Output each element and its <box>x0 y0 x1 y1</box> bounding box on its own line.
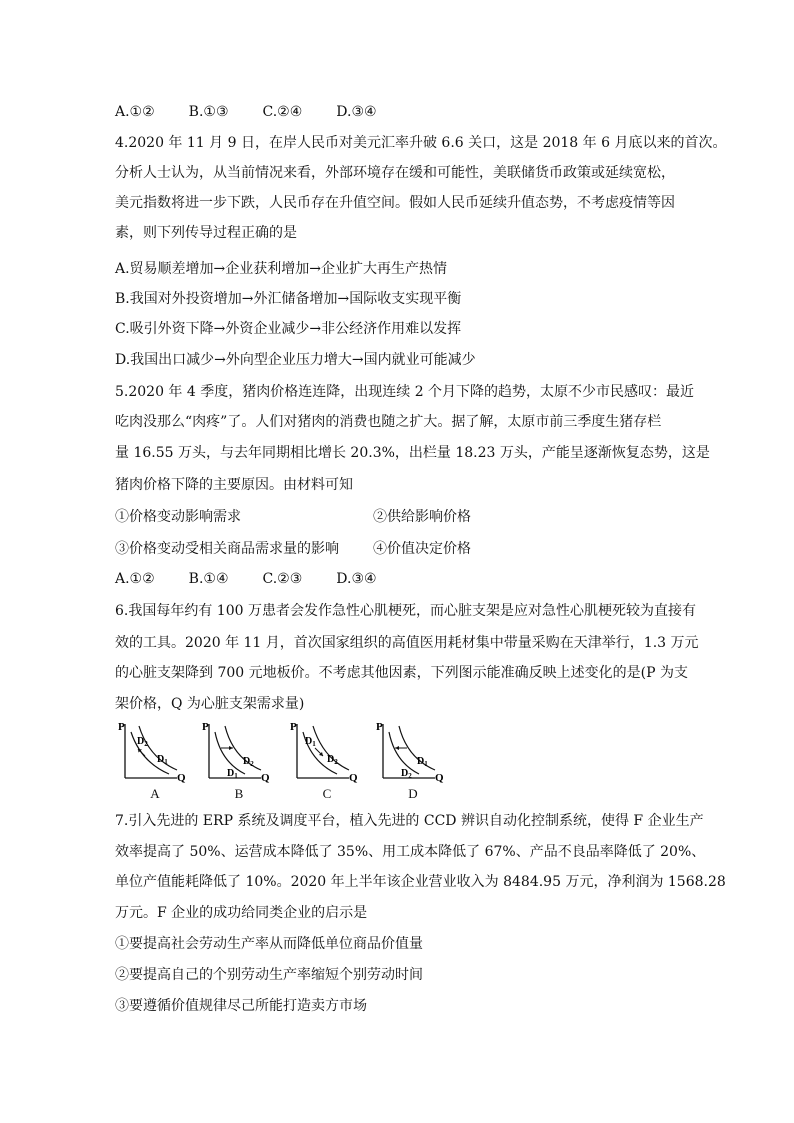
q4-stem-line: 分析人士认为，从当前情况来看，外部环境存在缓和可能性，美联储货币政策或延续宽松， <box>115 165 675 181</box>
q4-stem-line: 美元指数将进一步下跌，人民币存在升值空间。假如人民币延续升值态势，不考虑疫情等因 <box>115 195 675 211</box>
curve-label-d1: $D_1$ <box>227 768 238 780</box>
axis-q-label: Q <box>349 772 358 784</box>
q4-option-a[interactable]: A.贸易顺差增加→企业获利增加→企业扩大再生产热情 <box>115 261 448 277</box>
q5-option-a[interactable]: A.①② <box>115 571 155 587</box>
curve-label-d2: $D_2$ <box>327 754 338 766</box>
graph-c-label: C <box>322 786 332 801</box>
q5-stem-line: 吃肉没那么“肉疼”了。人们对猪肉的消费也随之扩大。据了解，太原市前三季度生猪存栏 <box>115 414 662 430</box>
q5-items-row <box>115 508 471 526</box>
curve-label-d1: $D_1$ <box>305 736 316 748</box>
axis-p-label: P <box>376 721 383 733</box>
q5-item-1: ①价格变动影响需求 <box>115 509 241 525</box>
graph-c-plot <box>287 718 367 786</box>
q4-stem-line: 素，则下列传导过程正确的是 <box>115 225 297 241</box>
curve-label-d2: $D_2$ <box>401 768 412 780</box>
q6-stem-line: 的心脏支架降到 700 元地板价。不考虑其他因素，下列图示能准确反映上述变化的是(P 为支 <box>115 665 688 681</box>
q5-stem-line: 量 16.55 万头，与去年同期相比增长 20.3%，出栏量 18.23 万头，产能呈逐渐恢复态势，这是 <box>115 445 710 461</box>
q4-option-c[interactable]: C.吸引外资下降→外资企业减少→非公经济作用难以发挥 <box>115 321 462 337</box>
curve-label-d1: $D_1$ <box>417 756 428 768</box>
graph-b[interactable] <box>199 718 279 806</box>
axis-p-label: P <box>202 721 209 733</box>
axis-q-label: Q <box>177 772 186 784</box>
q5-item-2: ②供给影响价格 <box>373 509 471 525</box>
graph-a[interactable] <box>115 718 195 806</box>
graph-d-plot <box>373 718 453 786</box>
q7-item-3: ③要遵循价值规律尽己所能打造卖方市场 <box>115 998 367 1014</box>
q3-option-d[interactable]: D.③④ <box>336 104 377 120</box>
graph-d-label: D <box>408 786 418 801</box>
q3-option-b[interactable]: B.①③ <box>188 104 229 120</box>
q3-option-a[interactable]: A.①② <box>115 104 155 120</box>
curve-label-d1: $D_1$ <box>157 754 168 766</box>
q4-stem-line: 4.2020 年 11 月 9 日，在岸人民币对美元汇率升破 6.6 关口，这是 2018 年 6 月底以来的首次。 <box>115 135 727 151</box>
q5-stem-line: 5.2020 年 4 季度，猪肉价格连连降，出现连续 2 个月下降的趋势，太原不少市民感叹：最近 <box>115 384 695 400</box>
axis-p-label: P <box>290 721 297 733</box>
q5-option-d[interactable]: D.③④ <box>336 571 377 587</box>
q5-item-3: ③价格变动受相关商品需求量的影响 <box>115 541 339 557</box>
graph-b-label: B <box>234 786 244 801</box>
q7-stem-line: 单位产值能耗降低了 10%。2020 年上半年该企业营业收入为 8484.95 万元，净利润为 1568.28 <box>115 874 726 890</box>
q3-options <box>115 103 411 121</box>
q7-item-1: ①要提高社会劳动生产率从而降低单位商品价值量 <box>115 936 423 952</box>
q5-items-row <box>115 540 471 558</box>
q6-stem-line: 6.我国每年约有 100 万患者会发作急性心肌梗死，而心脏支架是应对急性心肌梗死较为直接有 <box>115 603 696 619</box>
graph-d[interactable] <box>373 718 453 806</box>
q4-option-d[interactable]: D.我国出口减少→外向型企业压力增大→国内就业可能减少 <box>115 352 476 368</box>
axis-q-label: Q <box>435 772 444 784</box>
q7-stem-line: 万元。F 企业的成功给同类企业的启示是 <box>115 905 368 921</box>
q5-option-b[interactable]: B.①④ <box>188 571 229 587</box>
q5-item-4: ④价值决定价格 <box>373 541 471 557</box>
q5-options <box>115 570 411 588</box>
q6-stem-line: 效的工具。2020 年 11 月，首次国家组织的高值医用耗材集中带量采购在天津举行，1.3 万元 <box>115 635 699 651</box>
q4-option-b[interactable]: B.我国对外投资增加→外汇储备增加→国际收支实现平衡 <box>115 291 462 307</box>
curve-label-d2: $D_2$ <box>243 756 254 768</box>
q6-graph-options <box>115 718 455 806</box>
axis-q-label: Q <box>261 772 270 784</box>
axis-p-label: P <box>118 721 125 733</box>
graph-a-label: A <box>150 786 160 801</box>
q3-option-c[interactable]: C.②④ <box>262 104 303 120</box>
q5-stem-line: 猪肉价格下降的主要原因。由材料可知 <box>115 477 353 493</box>
q7-stem-line: 效率提高了 50%、运营成本降低了 35%、用工成本降低了 67%、产品不良品率降低了 20%、 <box>115 844 706 860</box>
q7-stem-line: 7.引入先进的 ERP 系统及调度平台，植入先进的 CCD 辨识自动化控制系统，使得 F 企业生产 <box>115 813 704 829</box>
q7-item-2: ②要提高自己的个别劳动生产率缩短个别劳动时间 <box>115 967 423 983</box>
q6-stem-line: 架价格，Q 为心脏支架需求量) <box>115 696 305 712</box>
graph-c[interactable] <box>287 718 367 806</box>
q5-option-c[interactable]: C.②③ <box>262 571 303 587</box>
curve-label-d2: $D_2$ <box>137 736 148 748</box>
graph-a-plot <box>115 718 195 786</box>
graph-b-plot <box>199 718 279 786</box>
